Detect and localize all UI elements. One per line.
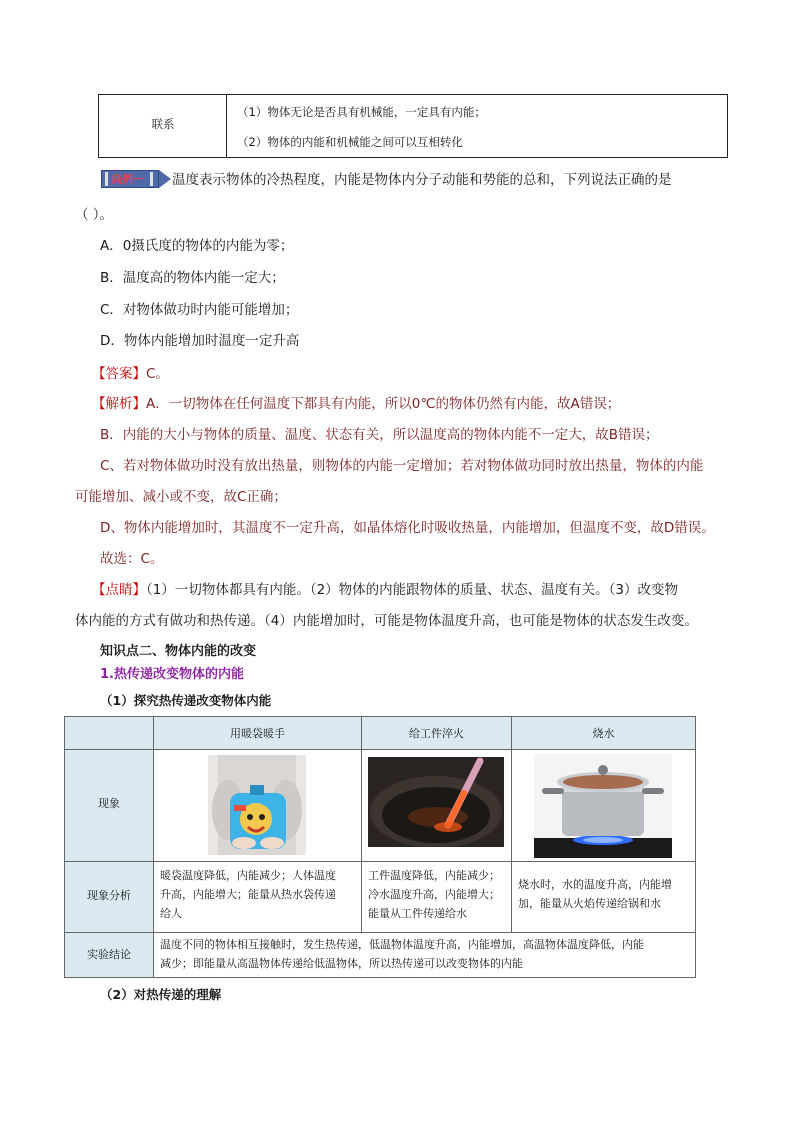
question-line-1: 温度表示物体的冷热程度，内能是物体内分子动能和势能的总和，下列说法正确的是 xyxy=(172,172,672,188)
analysis-hand-line-1: 暖袋温度降低，内能减少；人体温度 xyxy=(160,869,336,882)
row-label-analysis: 现象分析 xyxy=(65,862,154,933)
analysis-line-6: 故选：C。 xyxy=(100,551,164,567)
badge-arrow-icon xyxy=(159,170,171,188)
analysis-quench-line-2: 冷水温度升高，内能增大； xyxy=(368,888,500,901)
relation-label: 联系 xyxy=(151,117,175,131)
conclusion-line-1: 温度不同的物体相互接触时，发生热传递，低温物体温度升高，内能增加，高温物体温度降低，内能 xyxy=(160,938,644,951)
phenomenon-cell-quench xyxy=(362,750,512,862)
relation-label-cell xyxy=(99,95,227,157)
table-header-hand-warmer: 用暖袋暖手 xyxy=(154,717,362,750)
analysis-cell-hand-warmer xyxy=(154,862,362,933)
relation-table xyxy=(98,94,728,158)
section-sub-1-2: （2）对热传递的理解 xyxy=(100,987,222,1002)
section-sub-1: 1.热传递改变物体的内能 xyxy=(100,667,244,682)
table-header-empty xyxy=(65,717,154,750)
analysis-line-2: B．内能的大小与物体的质量、温度、状态有关，所以温度高的物体内能不一定大，故B错误； xyxy=(100,427,659,443)
analysis-line-5: D、物体内能增加时，其温度不一定升高，如晶体熔化时吸收热量，内能增加，但温度不变，故D错误。 xyxy=(100,520,715,536)
analysis-line-1: A．一切物体在任何温度下都具有内能，所以0℃的物体仍然有内能，故A错误； xyxy=(146,396,621,412)
option-c: C．对物体做功时内能可能增加； xyxy=(100,302,299,318)
tips-label: 【点睛】 xyxy=(92,582,146,598)
analysis-hand-line-3: 给人 xyxy=(160,907,182,920)
option-b: B．温度高的物体内能一定大； xyxy=(100,270,285,286)
heat-transfer-table xyxy=(64,716,696,978)
answer-label: 【答案】 xyxy=(92,366,146,382)
relation-line-1: （1）物体无论是否具有机械能，一定具有内能； xyxy=(237,105,486,119)
analysis-quench-line-3: 能量从工件传递给水 xyxy=(368,907,467,920)
example-badge xyxy=(101,170,171,188)
analysis-quench-line-1: 工件温度降低，内能减少； xyxy=(368,869,500,882)
analysis-label: 【解析】 xyxy=(92,396,146,412)
example-badge-label: 典例一 xyxy=(111,173,144,186)
analysis-cell-boil xyxy=(512,862,695,933)
phenomenon-cell-hand-warmer xyxy=(154,750,362,862)
tips-line-1-block xyxy=(92,580,678,600)
conclusion-line-2: 减少；即能量从高温物体传递给低温物体，所以热传递可以改变物体的内能 xyxy=(160,957,523,970)
option-a: A．0摄氏度的物体的内能为零； xyxy=(100,238,294,254)
section-title: 知识点二、物体内能的改变 xyxy=(100,644,257,659)
phenomenon-cell-boil xyxy=(512,750,695,862)
analysis-line-3: C、若对物体做功时没有放出热量，则物体的内能一定增加；若对物体做功同时放出热量，物体的内能 xyxy=(100,458,704,474)
analysis-boil-line-1: 烧水时，水的温度升高，内能增 xyxy=(518,878,672,891)
analysis-line-4: 可能增加、减小或不变，故C正确； xyxy=(75,489,287,505)
analysis-line-1-block xyxy=(92,394,620,414)
section-sub-1-1: （1）探究热传递改变物体内能 xyxy=(100,693,272,708)
table-header-boil: 烧水 xyxy=(512,717,695,750)
analysis-boil-line-2: 加，能量从火焰传递给锅和水 xyxy=(518,897,661,910)
analysis-cell-quench xyxy=(362,862,512,933)
tips-line-1: （1）一切物体都具有内能。（2）物体的内能跟物体的质量、状态、温度有关。（3）改变物 xyxy=(146,582,679,598)
answer-value: C。 xyxy=(146,366,169,382)
hot-water-bottle-photo xyxy=(208,755,306,855)
analysis-hand-line-2: 升高，内能增大；能量从热水袋传递 xyxy=(160,888,336,901)
row-label-conclusion: 实验结论 xyxy=(65,933,154,977)
conclusion-cell xyxy=(154,933,695,977)
quenching-photo xyxy=(368,757,504,847)
answer-block xyxy=(92,364,169,384)
option-d: D．物体内能增加时温度一定升高 xyxy=(100,333,300,349)
table-header-quench: 给工件淬火 xyxy=(362,717,512,750)
relation-line-2: （2）物体的内能和机械能之间可以互相转化 xyxy=(237,135,463,149)
boiling-pot-photo xyxy=(534,754,672,858)
row-label-phenomenon: 现象 xyxy=(65,750,154,862)
tips-line-2: 体内能的方式有做功和热传递。（4）内能增加时，可能是物体温度升高，也可能是物体的状态发生改变。 xyxy=(75,613,698,629)
question-line-2: （ ）。 xyxy=(75,207,114,223)
